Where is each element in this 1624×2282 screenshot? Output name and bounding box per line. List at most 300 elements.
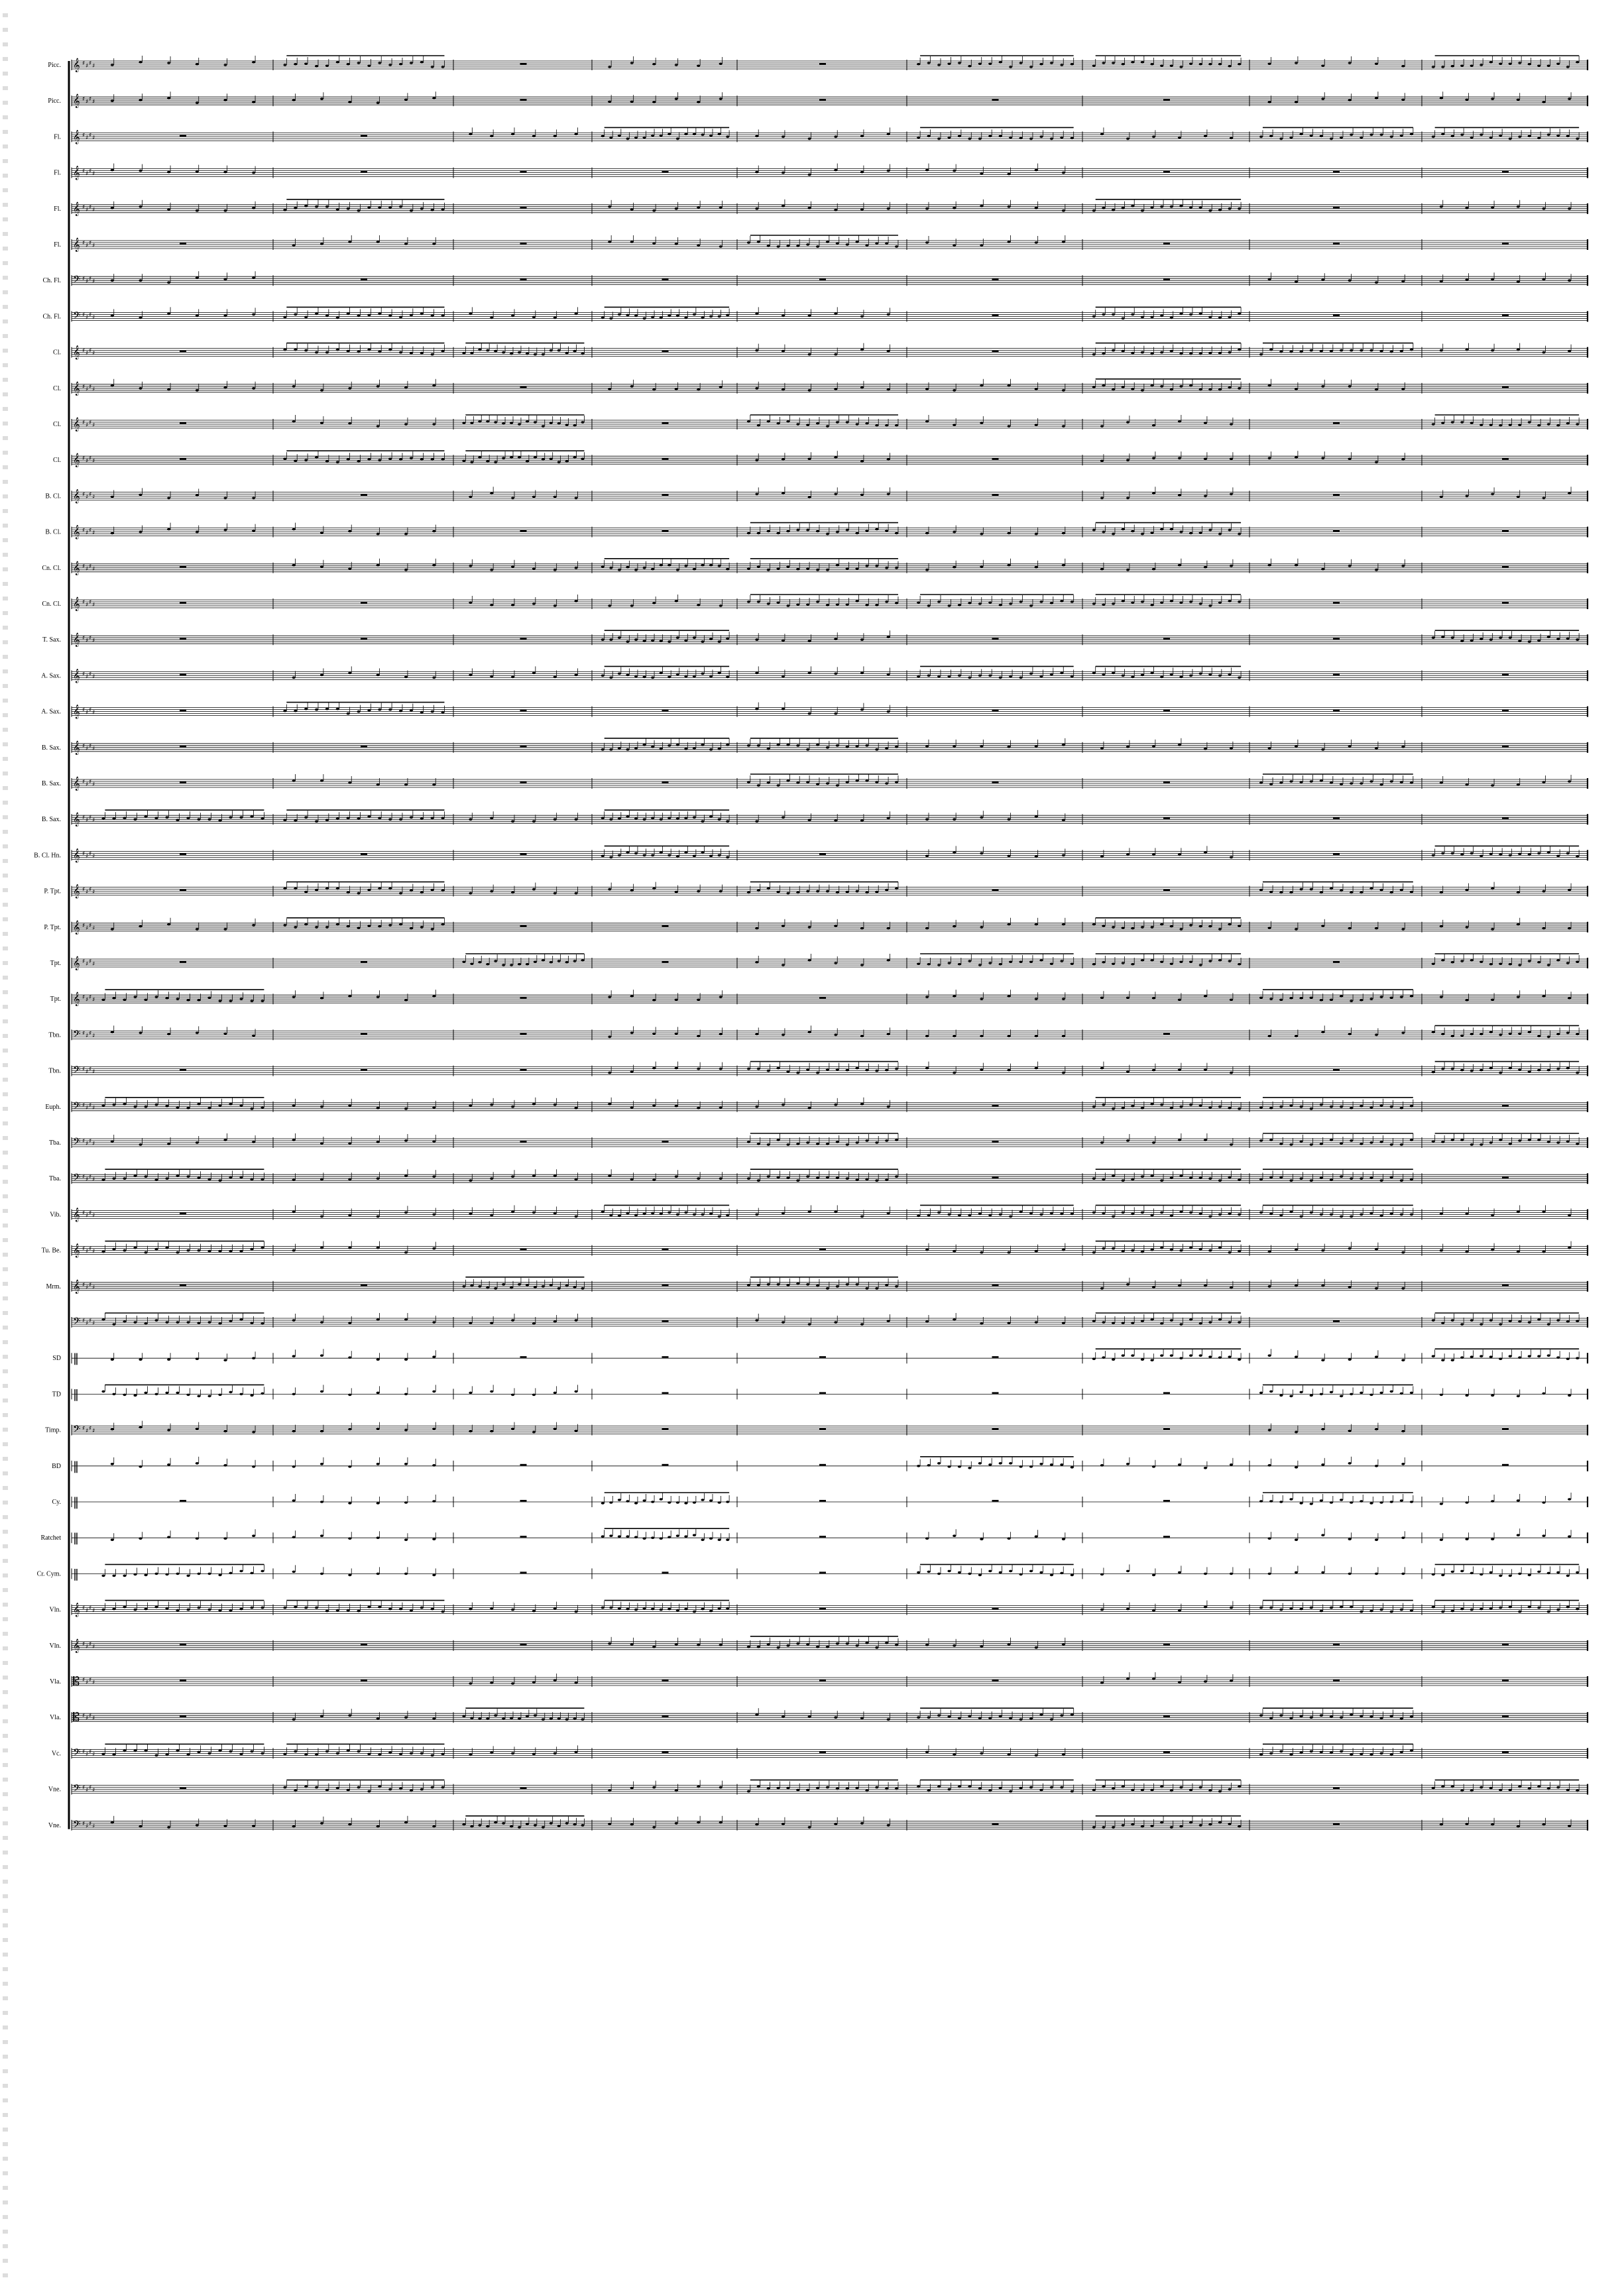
- notehead: [1568, 997, 1571, 999]
- notehead: [1576, 856, 1579, 858]
- notehead: [1299, 351, 1303, 353]
- notehead: [846, 529, 849, 532]
- rest-icon: [1502, 746, 1509, 748]
- notehead: [667, 564, 671, 567]
- notehead: [875, 781, 878, 783]
- notehead: [757, 424, 760, 427]
- notehead: [565, 352, 569, 355]
- notehead: [1199, 925, 1202, 928]
- notehead: [846, 1143, 849, 1146]
- notehead: [747, 241, 750, 244]
- notehead: [1029, 604, 1033, 607]
- notehead: [626, 1212, 629, 1215]
- notehead: [1547, 636, 1550, 638]
- notehead: [1204, 748, 1207, 750]
- notehead: [1465, 278, 1468, 281]
- notehead: [968, 677, 971, 679]
- notehead: [726, 136, 729, 139]
- notehead: [895, 1285, 898, 1288]
- notehead: [887, 817, 890, 819]
- notehead: [999, 604, 1002, 606]
- notehead: [855, 1067, 858, 1070]
- notehead: [1102, 1212, 1105, 1215]
- sharp-icon: ♯: [92, 925, 95, 932]
- notehead: [816, 1176, 819, 1179]
- notehead: [747, 1284, 750, 1286]
- notehead: [1009, 675, 1012, 678]
- notehead: [925, 207, 929, 210]
- notehead: [490, 890, 493, 893]
- notehead: [782, 675, 785, 678]
- notehead: [1218, 1214, 1222, 1216]
- notehead: [1310, 780, 1313, 783]
- notehead: [410, 209, 413, 212]
- clef-icon: 𝄞: [73, 705, 80, 719]
- notehead: [112, 997, 115, 999]
- notehead: [1228, 673, 1231, 676]
- notehead: [431, 66, 434, 68]
- notehead: [701, 820, 704, 823]
- sharp-icon: ♯: [86, 853, 89, 860]
- notehead: [1295, 101, 1298, 103]
- sharp-icon: ♯: [89, 815, 92, 822]
- notehead: [937, 1212, 941, 1214]
- notehead: [1470, 1070, 1474, 1072]
- notehead: [1330, 138, 1333, 141]
- notehead: [478, 961, 481, 964]
- sharp-icon: ♯: [89, 491, 92, 498]
- sharp-icon: ♯: [82, 707, 86, 714]
- rest-icon: [992, 99, 999, 101]
- notehead: [261, 817, 264, 820]
- notehead: [1268, 927, 1271, 929]
- notehead: [1007, 1035, 1010, 1038]
- notehead: [1375, 97, 1378, 99]
- notehead: [786, 1176, 789, 1179]
- notehead: [719, 604, 723, 607]
- notehead: [630, 604, 634, 607]
- rest-icon: [520, 925, 527, 927]
- notehead: [834, 493, 837, 496]
- notehead: [609, 567, 612, 569]
- notehead: [1401, 565, 1405, 567]
- notehead: [1019, 62, 1022, 64]
- notehead: [834, 713, 837, 715]
- notehead: [139, 170, 142, 172]
- notehead: [1050, 1212, 1053, 1215]
- notehead: [1199, 602, 1202, 605]
- clef-icon: 𝄞: [73, 130, 80, 144]
- sharp-icon: ♯: [86, 350, 89, 357]
- notehead: [816, 422, 819, 425]
- notehead: [1528, 640, 1531, 643]
- notehead: [719, 996, 723, 998]
- sharp-icon: ♯: [86, 386, 89, 393]
- notehead: [1035, 388, 1038, 390]
- notehead: [855, 745, 858, 748]
- notehead: [747, 891, 750, 894]
- notehead: [542, 458, 545, 461]
- notehead: [826, 241, 829, 243]
- notehead: [1460, 421, 1464, 424]
- notehead: [292, 996, 296, 998]
- notehead: [283, 349, 286, 351]
- notehead: [782, 1104, 785, 1106]
- notehead: [697, 101, 700, 103]
- notehead: [660, 135, 663, 137]
- notehead: [1401, 65, 1405, 68]
- notehead: [1528, 960, 1531, 962]
- notehead: [1401, 458, 1405, 461]
- notehead: [642, 676, 646, 679]
- notehead: [367, 925, 371, 927]
- notehead: [252, 497, 255, 500]
- notehead: [432, 1106, 435, 1109]
- rest-icon: [1333, 602, 1340, 604]
- staff: [42, 307, 1588, 323]
- notehead: [860, 494, 864, 496]
- notehead: [865, 530, 868, 532]
- notehead: [667, 676, 671, 679]
- notehead: [1537, 424, 1540, 427]
- notehead: [1035, 566, 1038, 569]
- notehead: [757, 532, 760, 535]
- notehead: [895, 245, 898, 248]
- notehead: [223, 386, 227, 389]
- notehead: [1518, 853, 1521, 856]
- notehead: [1491, 1249, 1494, 1251]
- notehead: [887, 673, 890, 676]
- notehead: [1547, 134, 1550, 137]
- notehead: [432, 423, 435, 426]
- clef-icon: 𝄞: [73, 525, 80, 540]
- clef-icon: 𝄞: [73, 920, 80, 935]
- notehead: [796, 245, 799, 247]
- notehead: [1566, 962, 1570, 964]
- notehead: [378, 817, 381, 819]
- notehead: [1410, 781, 1413, 784]
- notehead: [609, 856, 612, 859]
- notehead: [283, 209, 286, 211]
- notehead: [776, 891, 780, 893]
- notehead: [1350, 999, 1353, 1002]
- notehead: [937, 964, 941, 966]
- notehead: [123, 817, 126, 819]
- notehead: [709, 315, 713, 318]
- notehead: [1375, 1248, 1378, 1251]
- notehead: [1465, 495, 1468, 498]
- notehead: [609, 818, 612, 821]
- notehead: [1321, 925, 1324, 927]
- notehead: [336, 817, 339, 820]
- notehead: [1542, 351, 1545, 354]
- notehead: [441, 208, 444, 211]
- notehead: [719, 62, 723, 65]
- notehead: [634, 747, 638, 750]
- notehead: [776, 1283, 780, 1286]
- staff: [53, 451, 1588, 467]
- rest-icon: [180, 566, 186, 568]
- notehead: [469, 892, 472, 895]
- notehead: [1401, 98, 1405, 101]
- notehead: [1479, 638, 1483, 640]
- notehead: [826, 746, 829, 749]
- notehead: [1400, 781, 1403, 783]
- notehead: [1299, 997, 1303, 999]
- notehead: [726, 637, 729, 640]
- notehead: [808, 713, 811, 715]
- notehead: [1295, 456, 1298, 459]
- notehead: [1440, 205, 1443, 208]
- notehead: [1007, 241, 1010, 243]
- notehead: [1112, 1174, 1115, 1177]
- notehead: [1050, 62, 1053, 64]
- rest-icon: [361, 278, 367, 280]
- notehead: [1289, 137, 1293, 139]
- notehead: [139, 279, 142, 282]
- notehead: [988, 675, 992, 677]
- rest-icon: [992, 351, 999, 353]
- notehead: [836, 564, 839, 567]
- notehead: [557, 1287, 561, 1290]
- notehead: [887, 711, 890, 713]
- notehead: [304, 923, 308, 926]
- rest-icon: [520, 530, 527, 532]
- notehead: [1228, 1251, 1231, 1254]
- notehead: [652, 101, 656, 103]
- rest-icon: [180, 961, 186, 963]
- notehead: [875, 1141, 878, 1144]
- notehead: [601, 855, 605, 858]
- rest-icon: [1163, 710, 1170, 712]
- notehead: [980, 172, 983, 175]
- notehead: [1150, 672, 1153, 675]
- notehead: [1537, 1139, 1540, 1141]
- notehead: [1460, 854, 1464, 856]
- clef-icon: 𝄞: [73, 633, 80, 648]
- notehead: [767, 1070, 770, 1072]
- rest-icon: [180, 602, 186, 604]
- notehead: [399, 351, 402, 354]
- sharp-icon: ♯: [92, 889, 95, 896]
- notehead: [1360, 137, 1363, 139]
- notehead: [1390, 351, 1393, 353]
- rest-icon: [361, 1033, 367, 1035]
- notehead: [404, 533, 408, 536]
- notehead: [693, 568, 696, 571]
- notehead: [718, 672, 721, 675]
- notehead: [953, 745, 956, 748]
- notehead: [294, 63, 297, 66]
- notehead: [176, 819, 179, 821]
- notehead: [958, 62, 961, 64]
- notehead: [534, 1286, 537, 1288]
- notehead: [1160, 64, 1163, 67]
- notehead: [808, 207, 811, 209]
- notehead: [462, 352, 465, 355]
- notehead: [1218, 928, 1222, 931]
- rest-icon: [662, 171, 669, 173]
- notehead: [860, 171, 864, 174]
- rest-icon: [819, 63, 826, 65]
- notehead: [1369, 1141, 1373, 1144]
- notehead: [348, 1247, 351, 1249]
- notehead: [553, 892, 557, 895]
- sharp-icon: ♯: [92, 135, 95, 142]
- notehead: [325, 708, 329, 711]
- notehead: [207, 818, 211, 821]
- notehead: [1050, 673, 1053, 676]
- staff: [48, 1062, 1588, 1078]
- sharp-icon: ♯: [89, 132, 92, 139]
- notehead: [469, 674, 472, 677]
- notehead: [511, 820, 514, 823]
- notehead: [336, 349, 339, 351]
- notehead: [1321, 1031, 1324, 1034]
- notehead: [574, 1216, 577, 1218]
- notehead: [431, 817, 434, 819]
- notehead: [1465, 1251, 1468, 1253]
- notehead: [1178, 494, 1181, 497]
- notehead: [719, 97, 723, 100]
- notehead: [1112, 602, 1115, 605]
- notehead: [223, 209, 227, 212]
- sharp-icon: ♯: [82, 1138, 86, 1145]
- rest-icon: [361, 135, 367, 137]
- notehead: [1179, 531, 1183, 534]
- notehead: [1289, 1179, 1293, 1182]
- notehead: [550, 457, 553, 460]
- notehead: [601, 817, 605, 819]
- notehead: [1126, 854, 1130, 856]
- notehead: [1340, 995, 1343, 998]
- notehead: [320, 1142, 323, 1145]
- sharp-icon: ♯: [86, 1068, 89, 1076]
- notehead: [1537, 852, 1540, 855]
- notehead: [1517, 1251, 1520, 1253]
- notehead: [697, 604, 700, 606]
- notehead: [980, 205, 983, 207]
- notehead: [701, 134, 704, 137]
- notehead: [953, 852, 956, 854]
- sharp-icon: ♯: [82, 491, 86, 498]
- notehead: [1400, 1107, 1403, 1110]
- notehead: [1204, 566, 1207, 569]
- notehead: [834, 925, 837, 927]
- notehead: [511, 1211, 514, 1214]
- notehead: [1238, 677, 1241, 679]
- rest-icon: [520, 386, 527, 388]
- notehead: [410, 927, 413, 930]
- notehead: [953, 244, 956, 247]
- notehead: [1279, 1214, 1283, 1217]
- notehead: [165, 1105, 168, 1108]
- notehead: [1102, 314, 1105, 316]
- notehead: [542, 425, 545, 428]
- notehead: [1122, 63, 1125, 66]
- notehead: [1204, 457, 1207, 460]
- notehead: [357, 315, 360, 317]
- notehead: [336, 61, 339, 64]
- notehead: [693, 636, 696, 639]
- notehead: [925, 1067, 929, 1070]
- staff: [42, 810, 1588, 827]
- notehead: [325, 460, 329, 463]
- notehead: [1230, 457, 1233, 460]
- notehead: [1479, 424, 1483, 426]
- notehead: [767, 1283, 770, 1286]
- notehead: [432, 1140, 435, 1143]
- notehead: [432, 97, 435, 99]
- notehead: [1150, 63, 1153, 66]
- notehead: [609, 137, 612, 139]
- rest-icon: [1502, 673, 1509, 675]
- staff: [45, 523, 1588, 540]
- rest-icon: [992, 781, 999, 783]
- notehead: [675, 1175, 678, 1178]
- notehead: [1369, 1176, 1373, 1179]
- notehead: [816, 1072, 819, 1074]
- notehead: [1170, 1107, 1173, 1110]
- staff-label: Tbn.: [48, 1067, 61, 1075]
- notehead: [1062, 1035, 1065, 1038]
- notehead: [1340, 349, 1343, 352]
- notehead: [1465, 98, 1468, 101]
- notehead: [786, 1070, 789, 1073]
- notehead: [980, 998, 983, 1000]
- notehead: [470, 962, 473, 965]
- notehead: [767, 420, 770, 423]
- notehead: [947, 1214, 951, 1216]
- notehead: [618, 747, 621, 750]
- notehead: [925, 927, 929, 930]
- notehead: [133, 1247, 137, 1249]
- notehead: [1451, 636, 1454, 639]
- notehead: [652, 209, 656, 212]
- notehead: [1009, 602, 1012, 605]
- notehead: [315, 709, 318, 711]
- notehead: [1152, 424, 1155, 427]
- sharp-icon: ♯: [89, 599, 92, 606]
- notehead: [816, 569, 819, 571]
- notehead: [167, 528, 170, 531]
- notehead: [1268, 278, 1271, 280]
- notehead: [1199, 964, 1202, 966]
- notehead: [652, 602, 656, 604]
- notehead: [388, 349, 392, 351]
- notehead: [283, 316, 286, 319]
- notehead: [676, 1214, 679, 1216]
- notehead: [252, 101, 255, 103]
- notehead: [1295, 1035, 1298, 1038]
- sharp-icon: ♯: [89, 383, 92, 390]
- notehead: [701, 1214, 704, 1216]
- notehead: [1479, 134, 1483, 137]
- sharp-icon: ♯: [89, 707, 92, 714]
- notehead: [1102, 207, 1105, 209]
- notehead: [1199, 1104, 1202, 1107]
- notehead: [675, 1105, 678, 1108]
- notehead: [806, 1068, 809, 1071]
- staff-label: T. Sax.: [42, 636, 61, 644]
- rest-icon: [520, 746, 527, 748]
- notehead: [1295, 280, 1298, 283]
- sharp-icon: ♯: [92, 206, 95, 213]
- notehead: [1071, 137, 1074, 140]
- notehead: [1228, 351, 1231, 354]
- notehead: [999, 963, 1002, 966]
- notehead: [1029, 66, 1033, 68]
